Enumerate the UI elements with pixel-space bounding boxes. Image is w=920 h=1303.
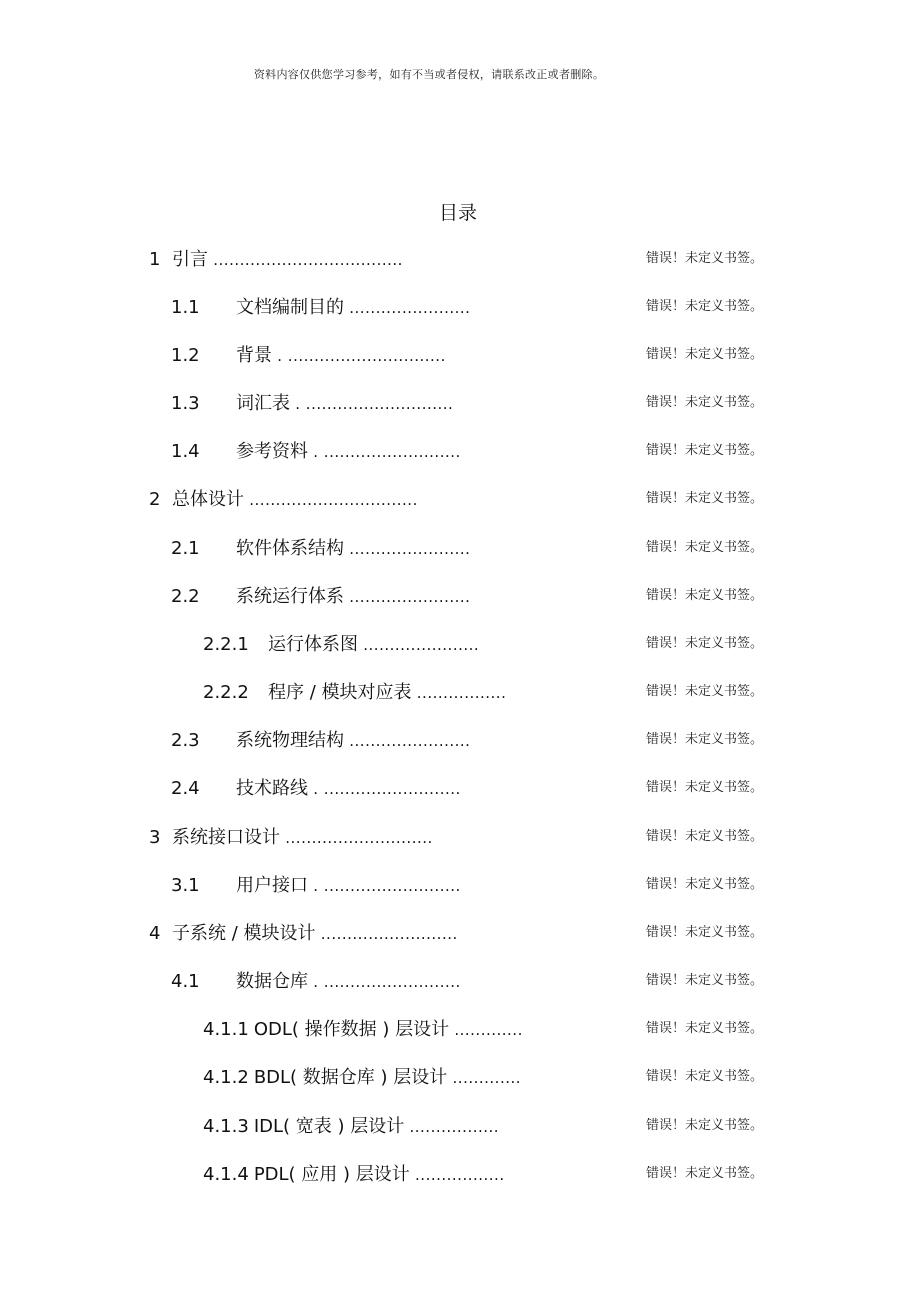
- toc-entry-number: 1.3: [171, 393, 200, 414]
- toc-leader-dots: ....................................: [208, 251, 403, 269]
- toc-entry-title: 系统接口设计: [172, 827, 280, 848]
- toc-leader-dots: .................: [411, 684, 507, 702]
- toc-leader-dots: . ............................: [290, 395, 454, 413]
- toc-title: 目录: [438, 202, 477, 224]
- toc-leader-dots: . ..........................: [308, 443, 461, 461]
- toc-page-reference: 错误！未定义书签。: [646, 925, 764, 940]
- toc-page-reference: 错误！未定义书签。: [646, 299, 764, 314]
- toc-leader-dots: .......................: [344, 299, 471, 317]
- toc-entry-number: 4: [149, 923, 161, 944]
- toc-entry-number: 2.4: [171, 778, 200, 799]
- toc-entry-number: 2.1: [171, 538, 200, 559]
- toc-entry-title: 系统物理结构: [236, 730, 344, 751]
- toc-entry-4-1-2[interactable]: [0, 1054, 920, 1094]
- toc-entry-title: 运行体系图: [268, 634, 358, 655]
- toc-leader-dots: . ..........................: [308, 973, 461, 991]
- toc-entry-2-4[interactable]: [0, 765, 920, 805]
- toc-entry-1[interactable]: [0, 236, 920, 276]
- toc-page-reference: 错误！未定义书签。: [646, 780, 764, 795]
- toc-page-reference: 错误！未定义书签。: [646, 540, 764, 555]
- toc-entry-title: 词汇表: [236, 393, 290, 414]
- toc-leader-dots: .................: [409, 1166, 505, 1184]
- toc-entry-2-2-1[interactable]: [0, 621, 920, 661]
- toc-entry-4-1-4[interactable]: [0, 1151, 920, 1191]
- toc-entry-title: 文档编制目的: [236, 297, 344, 318]
- toc-entry-number: 4.1.3: [203, 1116, 249, 1137]
- toc-page-reference: 错误！未定义书签。: [646, 1069, 764, 1084]
- toc-page-reference: 错误！未定义书签。: [646, 251, 764, 266]
- toc-page-reference: 错误！未定义书签。: [646, 395, 764, 410]
- toc-entry-title: PDL( 应用 ) 层设计: [253, 1164, 410, 1185]
- toc-leader-dots: .......................: [344, 540, 471, 558]
- toc-entry-title: 数据仓库: [236, 971, 308, 992]
- toc-entry-number: 2.2.2: [203, 682, 249, 703]
- toc-page-reference: 错误！未定义书签。: [646, 636, 764, 651]
- toc-entry-title: 程序 / 模块对应表: [268, 682, 412, 703]
- toc-entry-2-2-2[interactable]: [0, 669, 920, 709]
- toc-page-reference: 错误！未定义书签。: [646, 973, 764, 988]
- toc-page-reference: 错误！未定义书签。: [646, 347, 764, 362]
- toc-entry-1-1[interactable]: [0, 284, 920, 324]
- toc-entry-2-1[interactable]: [0, 525, 920, 565]
- toc-entry-3[interactable]: [0, 814, 920, 854]
- toc-entry-title: 背景: [236, 345, 272, 366]
- toc-entry-2[interactable]: [0, 476, 920, 516]
- toc-entry-4-1-1[interactable]: [0, 1006, 920, 1046]
- disclaimer-header: 资料内容仅供您学习参考，如有不当或者侵权，请联系改正或者删除。: [253, 68, 605, 81]
- toc-leader-dots: .............: [447, 1069, 522, 1087]
- toc-entry-number: 3: [149, 827, 161, 848]
- toc-entry-title: BDL( 数据仓库 ) 层设计: [253, 1067, 448, 1088]
- toc-page-reference: 错误！未定义书签。: [646, 1118, 764, 1133]
- toc-entry-title: 软件体系结构: [236, 538, 344, 559]
- toc-entry-1-3[interactable]: [0, 380, 920, 420]
- toc-entry-2-2[interactable]: [0, 573, 920, 613]
- toc-entry-3-1[interactable]: [0, 862, 920, 902]
- toc-leader-dots: .......................: [344, 588, 471, 606]
- toc-leader-dots: ..........................: [315, 925, 458, 943]
- toc-page-reference: 错误！未定义书签。: [646, 1166, 764, 1181]
- toc-entry-number: 1.1: [171, 297, 200, 318]
- toc-entry-1-4[interactable]: [0, 428, 920, 468]
- toc-entry-4-1[interactable]: [0, 958, 920, 998]
- toc-leader-dots: . ..........................: [308, 780, 461, 798]
- toc-leader-dots: .................: [404, 1118, 500, 1136]
- toc-entry-title: 技术路线: [236, 778, 308, 799]
- toc-entry-number: 4.1.4: [203, 1164, 249, 1185]
- toc-entry-title: 总体设计: [172, 489, 244, 510]
- toc-entry-number: 1: [149, 249, 161, 270]
- toc-entry-title: 引言: [172, 249, 208, 270]
- toc-entry-number: 1.4: [171, 441, 200, 462]
- toc-leader-dots: .......................: [344, 732, 471, 750]
- toc-entry-title: 参考资料: [236, 441, 308, 462]
- toc-entry-number: 4.1.1: [203, 1019, 249, 1040]
- toc-entry-title: IDL( 宽表 ) 层设计: [253, 1116, 405, 1137]
- toc-entry-2-3[interactable]: [0, 717, 920, 757]
- toc-entry-title: 子系统 / 模块设计: [172, 923, 316, 944]
- toc-entry-title: ODL( 操作数据 ) 层设计: [253, 1019, 450, 1040]
- toc-leader-dots: . ..............................: [272, 347, 446, 365]
- toc-entry-title: 用户接口: [236, 875, 308, 896]
- toc-entry-title: 系统运行体系: [236, 586, 344, 607]
- toc-entry-number: 3.1: [171, 875, 200, 896]
- toc-page-reference: 错误！未定义书签。: [646, 877, 764, 892]
- toc-page-reference: 错误！未定义书签。: [646, 1021, 764, 1036]
- toc-entry-number: 2: [149, 489, 161, 510]
- toc-leader-dots: ......................: [358, 636, 480, 654]
- toc-entry-4-1-3[interactable]: [0, 1103, 920, 1143]
- toc-page-reference: 错误！未定义书签。: [646, 732, 764, 747]
- toc-leader-dots: . ..........................: [308, 877, 461, 895]
- toc-page-reference: 错误！未定义书签。: [646, 443, 764, 458]
- toc-leader-dots: ............................: [280, 829, 433, 847]
- toc-leader-dots: .............: [449, 1021, 523, 1039]
- toc-entry-number: 2.3: [171, 730, 200, 751]
- toc-entry-number: 4.1.2: [203, 1067, 249, 1088]
- toc-entry-number: 2.2.1: [203, 634, 249, 655]
- toc-entry-number: 1.2: [171, 345, 200, 366]
- toc-entry-4[interactable]: [0, 910, 920, 950]
- toc-entry-number: 2.2: [171, 586, 200, 607]
- toc-page-reference: 错误！未定义书签。: [646, 588, 764, 603]
- toc-page-reference: 错误！未定义书签。: [646, 829, 764, 844]
- toc-entry-number: 4.1: [171, 971, 200, 992]
- toc-page-reference: 错误！未定义书签。: [646, 491, 764, 506]
- toc-page-reference: 错误！未定义书签。: [646, 684, 764, 699]
- toc-leader-dots: ................................: [244, 491, 418, 509]
- toc-entry-1-2[interactable]: [0, 332, 920, 372]
